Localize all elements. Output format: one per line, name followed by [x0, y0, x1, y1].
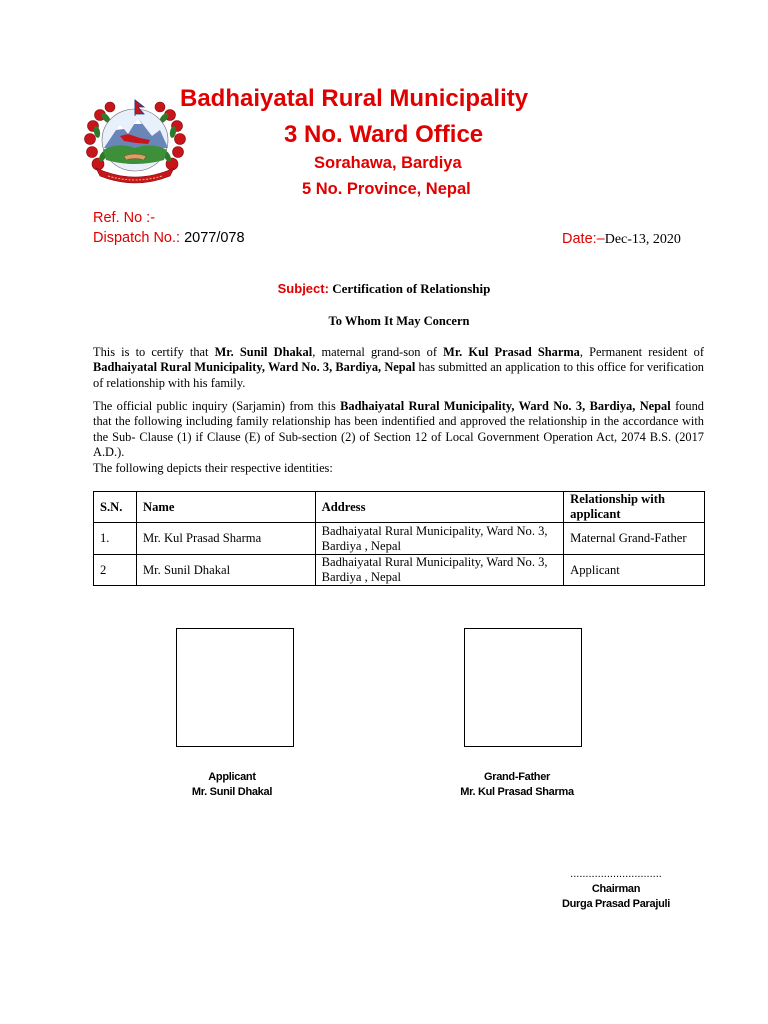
- grandfather-name: Mr. Kul Prasad Sharma: [460, 786, 574, 798]
- ward-office-title: 3 No. Ward Office: [284, 121, 484, 148]
- inquiry-paragraph: The official public inquiry (Sarjamin) from this Badhaiyatal Rural Municipality, Ward No. 3, Bardiya, Nepal found that the following including family relationship has been indentified and approved the relationship in the accordance with the Sub- Clause (1) if Clause (E) of Sub-section (2) of Section 12 of Local Government Operation Act, 2074 B.S. (2017 A.D.). The following depicts their respective identities:: [93, 399, 704, 475]
- ref-number-label: Ref. No :-: [93, 210, 156, 226]
- grandfather-caption: [417, 770, 617, 800]
- applicant-photo-box: [176, 628, 294, 747]
- cell-sn: 1.: [94, 523, 137, 555]
- cell-address: Badhaiyatal Rural Municipality, Ward No. 3, Bardiya , Nepal: [315, 523, 564, 555]
- cell-relationship: Applicant: [564, 555, 705, 586]
- dispatch-number: [93, 230, 245, 246]
- certification-paragraph: This is to certify that Mr. Sunil Dhakal, maternal grand-son of Mr. Kul Prasad Sharma, Permanent resident of Badhaiyatal Rural Municipality, Ward No. 3, Bardiya, Nepal has submitted an application to this office for verification of relationship with his family.: [93, 345, 704, 390]
- salutation: To Whom It May Concern: [328, 314, 470, 328]
- header-name: Name: [136, 492, 315, 523]
- applicant-name: Mr. Sunil Dhakal: [191, 786, 273, 798]
- applicant-role: Applicant: [208, 771, 256, 783]
- cell-sn: 2: [94, 555, 137, 586]
- province-subtitle: 5 No. Province, Nepal: [302, 180, 471, 198]
- cell-relationship: Maternal Grand-Father: [564, 523, 705, 555]
- cell-name: Mr. Kul Prasad Sharma: [136, 523, 315, 555]
- table-row: [94, 555, 705, 586]
- date-value: Dec-13, 2020: [604, 232, 681, 247]
- location-subtitle: Sorahawa, Bardiya: [314, 154, 462, 172]
- subject-text: Certification of Relationship: [332, 281, 491, 296]
- subject-label: Subject:: [277, 281, 329, 296]
- nepal-emblem-icon: [82, 94, 188, 186]
- signature-line: ..............................: [570, 868, 662, 880]
- applicant-caption: [132, 770, 332, 800]
- signature-block: [516, 867, 716, 912]
- subject-line: [0, 281, 768, 297]
- table-header-row: [94, 492, 705, 523]
- municipality-title: Badhaiyatal Rural Municipality: [180, 85, 529, 112]
- signatory-name: Durga Prasad Parajuli: [561, 898, 671, 910]
- dispatch-value: 2077/078: [184, 230, 245, 246]
- dispatch-label: Dispatch No.:: [93, 230, 181, 246]
- cell-address: Badhaiyatal Rural Municipality, Ward No. 3, Bardiya , Nepal: [315, 555, 564, 586]
- signatory-title: Chairman: [591, 883, 641, 895]
- grandfather-role: Grand-Father: [483, 771, 551, 783]
- grandfather-photo-box: [464, 628, 582, 747]
- header-address: Address: [315, 492, 564, 523]
- relationship-table: [93, 491, 705, 586]
- issue-date: [562, 230, 681, 248]
- date-label: Date:–: [562, 231, 605, 247]
- header-sn: S.N.: [94, 492, 137, 523]
- header-relationship: Relationship with applicant: [564, 492, 705, 523]
- cell-name: Mr. Sunil Dhakal: [136, 555, 315, 586]
- table-row: [94, 523, 705, 555]
